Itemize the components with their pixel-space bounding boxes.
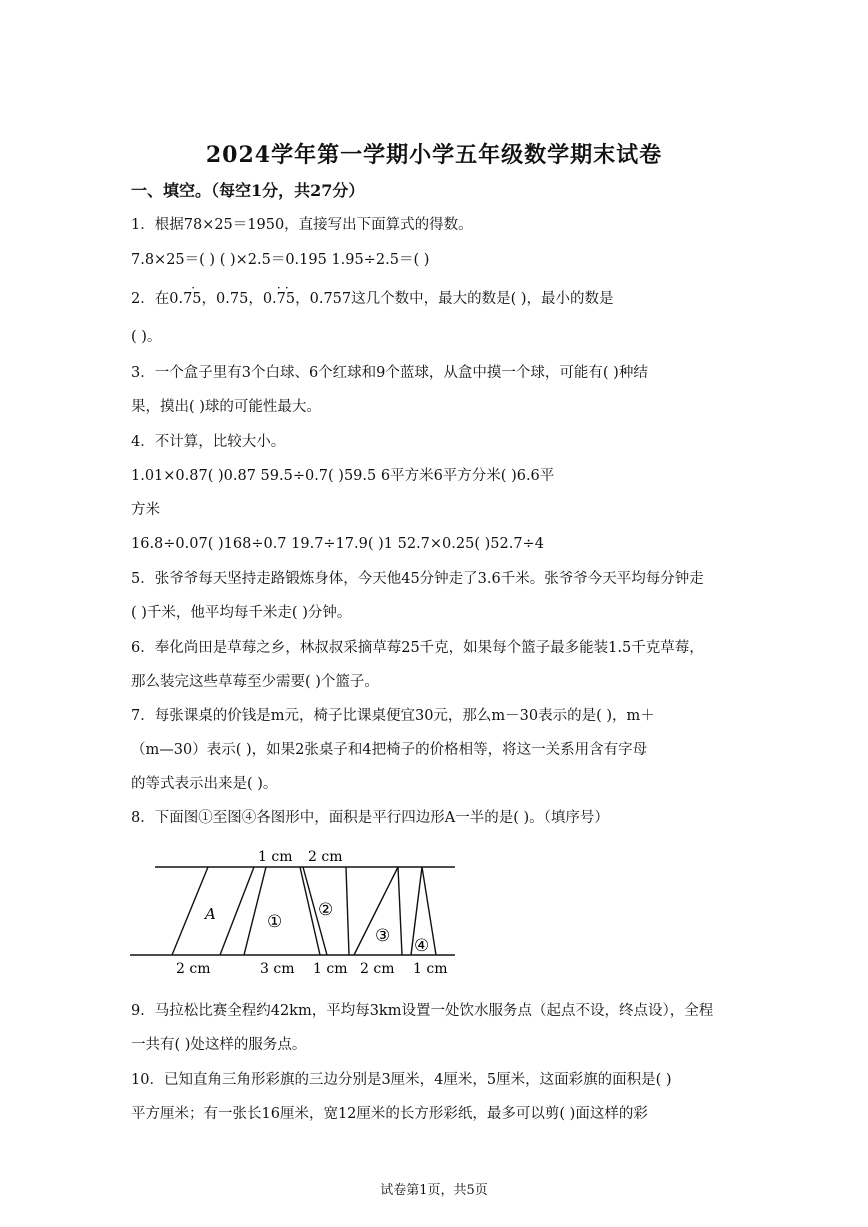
shape-label-1: ①: [267, 912, 283, 932]
q2-middle: ，0.75，: [201, 291, 263, 307]
page-footer: 试卷第1页，共5页: [380, 1183, 488, 1198]
question-5-cont: ( )千米，他平均每千米走( )分钟。: [131, 605, 352, 621]
question-4-row2: 16.8÷0.07( )168÷0.7 19.7÷17.9( )1 52.7×0.25( )52.7÷4: [131, 536, 544, 552]
shape-label-2: ②: [318, 900, 334, 920]
question-2-cont: ( )。: [131, 329, 162, 345]
question-1-items: 7.8×25＝( ) ( )×2.5＝0.195 1.95÷2.5＝( ): [131, 252, 430, 268]
question-1: 1．根据78×25＝1950，直接写出下面算式的得数。: [131, 217, 473, 233]
top-label-2: 2 cm: [308, 849, 343, 865]
bottom-label-4: 2 cm: [360, 961, 395, 977]
q2-suffix: ，0.757这几个数中，最大的数是( )，最小的数是: [295, 291, 614, 307]
question-4: 4．不计算，比较大小。: [131, 434, 286, 450]
question-5: 5．张爷爷每天坚持走路锻炼身体，今天他45分钟走了3.6千米。张爷爷今天平均每分钟走: [131, 571, 704, 587]
shape-label-3: ③: [375, 926, 391, 946]
question-2: [131, 281, 743, 309]
question-3: 3．一个盒子里有3个白球、6个红球和9个蓝球，从盒中摸一个球，可能有( )种结: [131, 365, 648, 381]
repeating-decimal-2: 0.75 · ·: [262, 281, 296, 307]
question-9-cont: 一共有( )处这样的服务点。: [131, 1037, 307, 1053]
question-10-cont: 平方厘米；有一张长16厘米，宽12厘米的长方形彩纸，最多可以剪( )面这样的彩: [131, 1106, 648, 1122]
bottom-label-5: 1 cm: [413, 961, 448, 977]
question-4-row1: 1.01×0.87( )0.87 59.5÷0.7( )59.5 6平方米6平方分米( )6.6平: [131, 468, 555, 484]
parallelogram-figure: [130, 845, 460, 980]
question-8: 8．下面图①至图④各图形中，面积是平行四边形A一半的是( )。（填序号）: [131, 810, 609, 826]
question-7-cont2: 的等式表示出来是( )。: [131, 776, 278, 792]
top-label-1: 1 cm: [258, 849, 293, 865]
question-6: 6．奉化尚田是草莓之乡，林叔叔采摘草莓25千克，如果每个篮子最多能装1.5千克草莓，: [131, 640, 704, 656]
question-3-cont: 果，摸出( )球的可能性最大。: [131, 399, 321, 415]
bottom-label-3: 1 cm: [313, 961, 348, 977]
page-title: 2024学年第一学期小学五年级数学期末试卷: [205, 142, 663, 168]
repeating-decimal-1: 0.75 ·: [169, 281, 202, 307]
question-6-cont: 那么装完这些草莓至少需要( )个篮子。: [131, 674, 379, 690]
section-heading: 一、填空。（每空1分，共27分）: [131, 181, 365, 200]
shape-label-a: A: [205, 905, 216, 923]
shape-label-4: ④: [414, 936, 430, 956]
question-9: 9．马拉松比赛全程约42km，平均每3km设置一处饮水服务点（起点不设，终点设），全程: [131, 1003, 714, 1019]
question-7-cont1: （m—30）表示( )，如果2张桌子和4把椅子的价格相等，将这一关系用含有字母: [131, 742, 648, 758]
question-4-row1-cont: 方米: [131, 502, 160, 518]
bottom-label-2: 3 cm: [260, 961, 295, 977]
question-10: 10．已知直角三角形彩旗的三边分别是3厘米，4厘米，5厘米，这面彩旗的面积是( ): [131, 1072, 672, 1088]
bottom-label-1: 2 cm: [176, 961, 211, 977]
q2-prefix: 2．在: [131, 291, 170, 307]
question-7: 7．每张课桌的价钱是m元，椅子比课桌便宜30元，那么m－30表示的是( )，m＋: [131, 708, 655, 724]
